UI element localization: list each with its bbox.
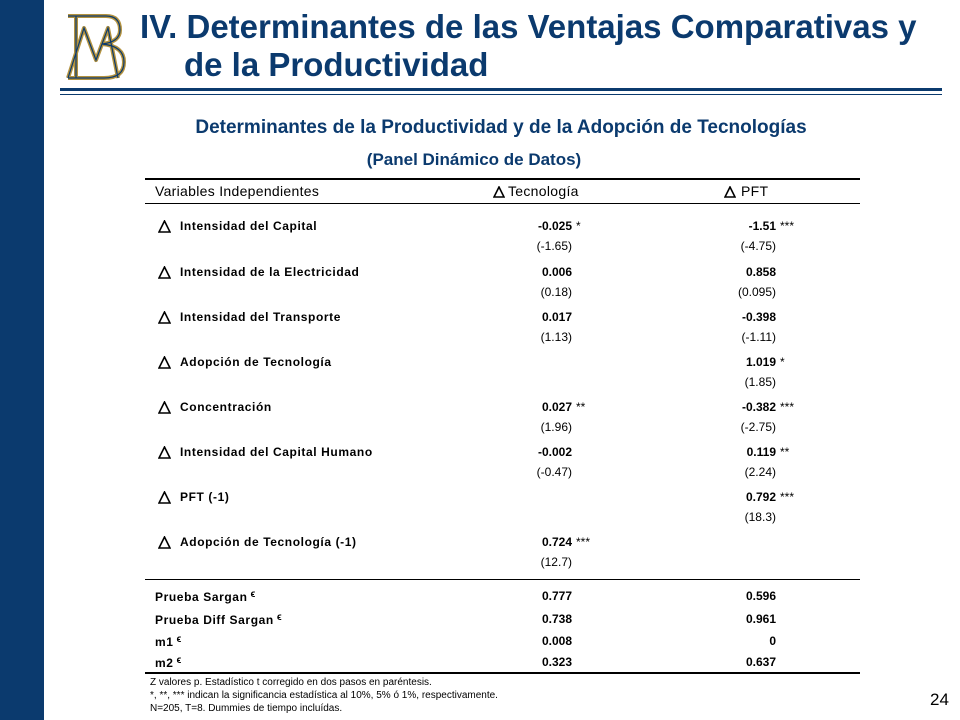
row-coef-pft: -1.51 (748, 219, 776, 233)
row-coef-tecnologia: -0.002 (537, 445, 572, 459)
table-bottom-rule (145, 672, 860, 674)
row-sig-pft: *** (780, 400, 795, 414)
test-mark: ϵ (250, 589, 256, 600)
row-coef-pft: -0.398 (741, 310, 776, 324)
test-value-pft: 0 (769, 634, 776, 648)
delta-triangle-icon (724, 186, 736, 198)
title-rule-thin (60, 94, 942, 95)
test-mark: ϵ (276, 612, 283, 623)
table-title: Determinantes de la Productividad y de la Adopción de Tecnologías (195, 117, 807, 138)
row-tstat-pft: (2.24) (744, 465, 776, 479)
row-sig-tecnologia: * (576, 219, 581, 233)
slide-title (140, 8, 940, 84)
row-tstat-tecnologia: (1.13) (540, 330, 572, 344)
test-label: m2 (155, 656, 174, 670)
test-value-tecnologia: 0.008 (541, 634, 572, 648)
test-value-pft: 0.961 (745, 612, 776, 626)
page-number: 24 (930, 690, 949, 709)
row-tstat-tecnologia: (0.18) (540, 285, 572, 299)
test-mark: ϵ (176, 634, 182, 645)
row-coef-pft: -0.382 (741, 400, 776, 414)
row-tstat-pft: (0.095) (737, 285, 776, 299)
delta-triangle-icon (158, 220, 171, 233)
delta-triangle-icon (158, 266, 171, 279)
row-tstat-tecnologia: (-1.65) (536, 239, 572, 253)
test-label: m1 (155, 635, 174, 649)
header-variables: Variables Independientes (155, 183, 320, 199)
row-coef-tecnologia: 0.006 (541, 265, 572, 279)
test-mark: ϵ (176, 655, 182, 666)
test-diff-sargan (155, 612, 282, 627)
row-sig-tecnologia: ** (576, 400, 586, 414)
test-label: Prueba Sargan (155, 590, 248, 604)
test-label: Prueba Diff Sargan (155, 613, 274, 627)
slide-title-line2: de la Productividad (184, 46, 489, 83)
row-coef-pft: 0.119 (746, 445, 776, 459)
row-sig-pft: ** (780, 445, 790, 459)
delta-triangle-icon (158, 491, 171, 504)
delta-triangle-icon (158, 446, 171, 459)
table-top-rule (145, 178, 860, 180)
header-rule (145, 203, 860, 204)
row-tstat-pft: (-2.75) (740, 420, 776, 434)
header-pft: PFT (741, 183, 769, 199)
delta-triangle-icon (158, 401, 171, 414)
test-m2 (155, 655, 182, 670)
test-value-pft: 0.637 (745, 655, 776, 669)
test-value-pft: 0.596 (745, 589, 776, 603)
row-label-pft-lag: PFT (-1) (180, 490, 230, 504)
row-tstat-pft: (18.3) (744, 510, 776, 524)
slide-title-line1: IV. Determinantes de las Ventajas Comparativas y (140, 8, 917, 45)
row-label-capital-humano: Intensidad del Capital Humano (180, 445, 373, 459)
row-label-intensidad-transporte: Intensidad del Transporte (180, 310, 342, 324)
row-sig-pft: * (780, 355, 785, 369)
row-sig-pft: *** (780, 219, 795, 233)
row-tstat-pft: (1.85) (744, 375, 776, 389)
delta-triangle-icon (158, 311, 171, 324)
row-tstat-pft: (-1.11) (741, 330, 776, 344)
row-coef-pft: 1.019 (745, 355, 776, 369)
row-coef-tecnologia: 0.017 (541, 310, 572, 324)
test-m1 (155, 634, 182, 649)
row-tstat-tecnologia: (1.96) (540, 420, 572, 434)
row-label-adopcion-tecnologia-lag: Adopción de Tecnología (-1) (180, 535, 357, 549)
title-rule-thick (60, 88, 942, 91)
table-notes (150, 676, 498, 715)
row-tstat-tecnologia: (-0.47) (536, 465, 572, 479)
row-label-intensidad-capital: Intensidad del Capital (180, 219, 318, 233)
row-tstat-pft: (-4.75) (740, 239, 776, 253)
row-coef-pft: 0.858 (745, 265, 776, 279)
sidebar-band (0, 0, 44, 720)
row-sig-tecnologia: *** (576, 535, 591, 549)
table-subtitle: (Panel Dinámico de Datos) (366, 150, 582, 169)
row-coef-tecnologia: 0.027 (541, 400, 572, 414)
note-line: N=205, T=8. Dummies de tiempo incluídas. (150, 703, 343, 714)
row-coef-pft: 0.792 (745, 490, 776, 504)
test-sargan (155, 589, 256, 604)
row-tstat-tecnologia: (12.7) (540, 555, 572, 569)
tests-rule (145, 579, 860, 580)
row-coef-tecnologia: 0.724 (541, 535, 572, 549)
note-line: *, **, *** indican la significancia estadística al 10%, 5% ó 1%, respectivamente. (150, 690, 498, 701)
row-label-intensidad-electricidad: Intensidad de la Electricidad (180, 265, 360, 279)
note-line: Z valores p. Estadístico t corregido en dos pasos en paréntesis. (150, 677, 432, 688)
delta-triangle-icon (158, 536, 171, 549)
header-tecnologia: Tecnología (508, 183, 579, 199)
row-label-adopcion-tecnologia: Adopción de Tecnología (180, 355, 332, 369)
delta-triangle-icon (493, 186, 505, 198)
test-value-tecnologia: 0.323 (541, 655, 572, 669)
row-sig-pft: *** (780, 490, 795, 504)
test-value-tecnologia: 0.777 (541, 589, 572, 603)
row-coef-tecnologia: -0.025 (537, 219, 572, 233)
bm-monogram-logo (62, 10, 132, 84)
test-value-tecnologia: 0.738 (541, 612, 572, 626)
row-label-concentracion: Concentración (180, 400, 272, 414)
delta-triangle-icon (158, 356, 171, 369)
